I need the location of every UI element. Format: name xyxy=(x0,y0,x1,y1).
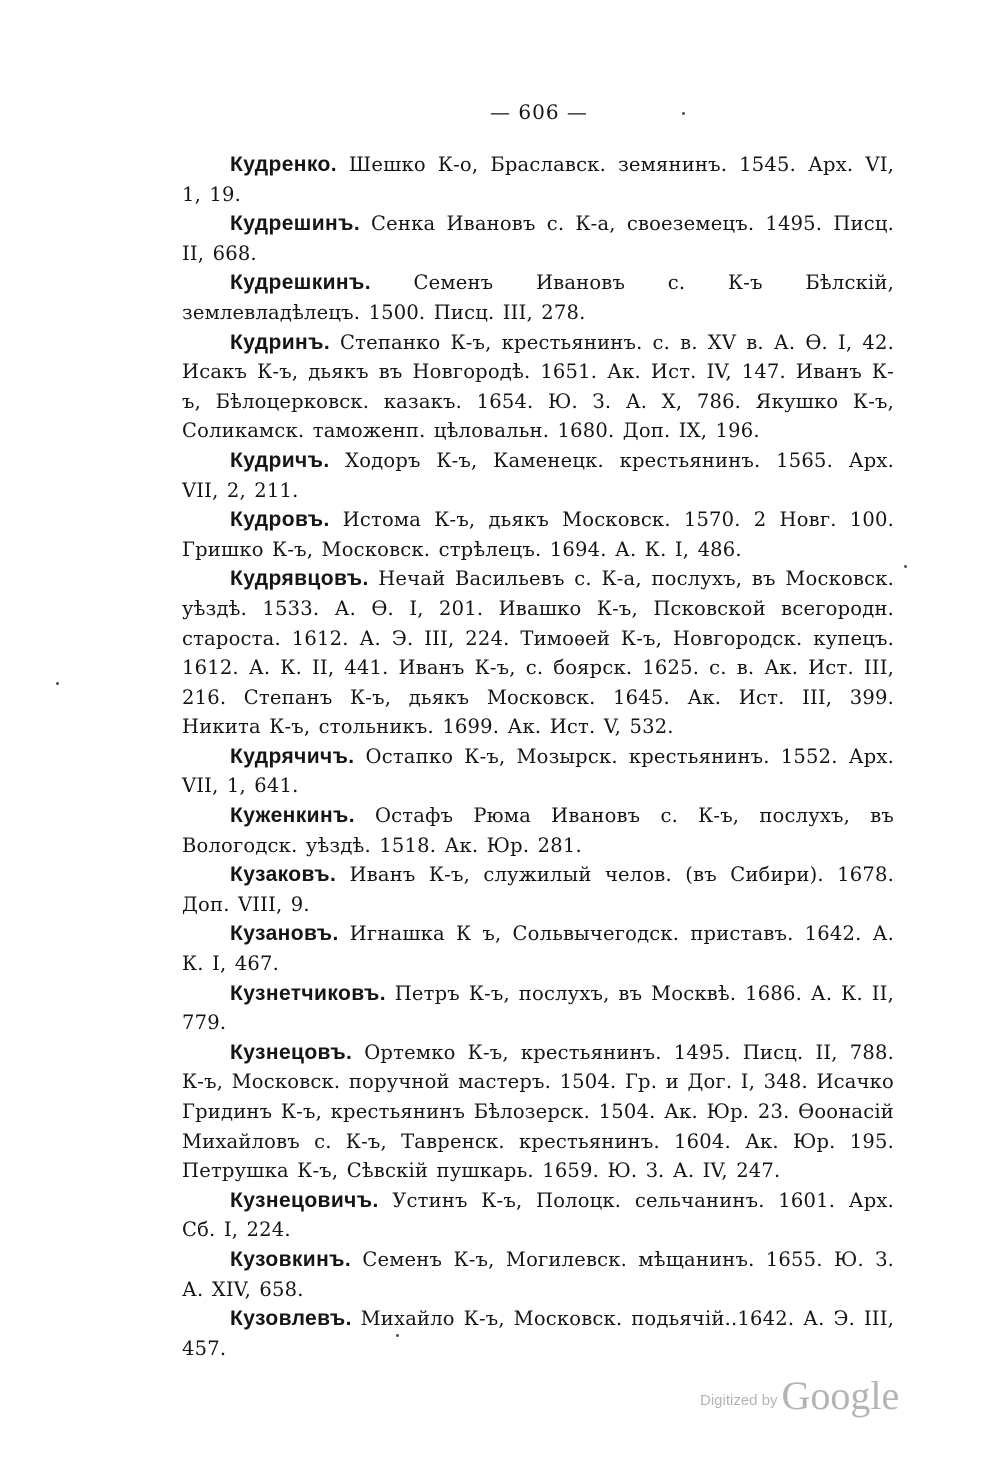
entry xyxy=(182,860,894,919)
entry-headword: Кудрячичъ. xyxy=(230,744,355,768)
entry-headword: Кудрявцовъ. xyxy=(230,567,369,591)
entry xyxy=(182,1038,894,1186)
entry-text: Остафъ Рюма Ивановъ с. К-ъ, послухъ, въ Вологодск. уѣздѣ. 1518. Ак. Юр. 281. xyxy=(182,804,894,857)
entry xyxy=(182,150,894,209)
entry-headword: Куженкинъ. xyxy=(230,804,355,828)
entry-headword: Кудричъ. xyxy=(230,448,330,472)
entry-headword: Кудренко. xyxy=(230,153,337,176)
entry-headword: Кузаковъ. xyxy=(230,863,337,887)
page-number: — 606 — xyxy=(490,100,588,124)
entry xyxy=(182,505,894,564)
entry-text: Семенъ К-ъ, Могилевск. мѣщанинъ. 1655. Ю. З. А. XIV, 658. xyxy=(182,1247,894,1301)
entry-text: Остапко К-ъ, Мозырск. крестьянинъ. 1552. Арх. VII, 1, 641. xyxy=(182,744,894,798)
entry-headword: Кузовкинъ. xyxy=(230,1247,352,1271)
watermark-prefix: Digitized by xyxy=(700,1392,778,1409)
entry-text: Степанко К-ъ, крестьянинъ. с. в. XV в. А. Ѳ. I, 42. Исакъ К-ъ, дьякъ въ Новгородѣ. 1651. Ак. Ист. IV, 147. Иванъ К-ъ, Бѣлоцерковск. казакъ. 1654. Ю. З. А. X, 786. Якушко К-ъ, Соликамск. таможенп. цѣловальн. 1680. Доп. IX, 196. xyxy=(182,330,894,443)
entry-text: Семенъ Ивановъ с. К-ъ Бѣлскій, землевладѣлецъ. 1500. Писц. III, 278. xyxy=(182,271,894,324)
entry xyxy=(182,209,894,268)
scan-speck xyxy=(56,682,59,685)
entry-text: Иванъ К-ъ, служилый челов. (въ Сибири). 1678. Доп. VIII, 9. xyxy=(182,863,894,916)
entry-text: Истома К-ъ, дьякъ Московск. 1570. 2 Новг. 100. Гришко К-ъ, Московск. стрѣлецъ. 1694. А. К. I, 486. xyxy=(182,508,894,561)
entry xyxy=(182,1304,894,1363)
entry xyxy=(182,979,894,1038)
entry-text: Шешко К-о, Браславск. земянинъ. 1545. Арх. VI, 1, 19. xyxy=(182,153,894,206)
entry-text: Нечай Васильевъ с. К-а, послухъ, въ Московск. уѣздѣ. 1533. А. Ѳ. I, 201. Ивашко К-ъ, Псковской всегородн. староста. 1612. А. Э. III, 224. Тимоѳей К-ъ, Новгородск. купецъ. 1612. А. К. II, 441. Иванъ К-ъ, с. боярск. 1625. с. в. Ак. Ист. III, 216. Степанъ К-ъ, дьякъ Московск. 1645. Ак. Ист. III, 399. Никита К-ъ, стольникъ. 1699. Ак. Ист. V, 532. xyxy=(182,567,894,739)
entry-text: Устинъ К-ъ, Полоцк. сельчанинъ. 1601. Арх. Сб. I, 224. xyxy=(182,1188,894,1242)
entry-headword: Кудрешинъ. xyxy=(230,212,361,236)
entry-headword: Кудровъ. xyxy=(230,508,330,532)
entry-text: Игнашка К ъ, Сольвычегодск. приставъ. 1642. А. К. I, 467. xyxy=(182,922,894,976)
entry-headword: Кузнецовъ. xyxy=(230,1040,353,1064)
entry-text: Петръ К-ъ, послухъ, въ Москвѣ. 1686. А. К. II, 779. xyxy=(182,981,894,1035)
entry-headword: Кузовлевъ. xyxy=(230,1307,352,1331)
entry xyxy=(182,1186,894,1245)
entry-headword: Кузнецовичъ. xyxy=(230,1188,379,1212)
entry xyxy=(182,446,894,505)
google-logo: Google xyxy=(781,1373,900,1418)
digitized-watermark xyxy=(700,1372,899,1419)
entry xyxy=(182,268,894,327)
scan-speck xyxy=(682,112,685,115)
entry-headword: Кудрешкинъ. xyxy=(230,271,371,295)
entry-headword: Кузнетчиковъ. xyxy=(230,981,386,1005)
scan-speck xyxy=(396,1334,399,1337)
entry-headword: Кузановъ. xyxy=(230,922,339,946)
entry xyxy=(182,328,894,446)
entry xyxy=(182,564,894,742)
entry xyxy=(182,801,894,860)
entry-text: Ходоръ К-ъ, Каменецк. крестьянинъ. 1565. Арх. VII, 2, 211. xyxy=(182,448,894,502)
entry-text: Михайло К-ъ, Московск. подьячій..1642. А. Э. III, 457. xyxy=(182,1307,894,1360)
entry-headword: Кудринъ. xyxy=(230,330,331,354)
entry-text: Сенка Ивановъ с. К-а, своеземецъ. 1495. Писц. II, 668. xyxy=(182,212,894,265)
dictionary-entries xyxy=(182,150,894,1363)
scan-speck xyxy=(904,565,907,568)
entry-text: Ортемко К-ъ, крестьянинъ. 1495. Писц. II, 788. К-ъ, Московск. поручной мастеръ. 1504. Гр. и Дог. I, 348. Исачко Гридинъ К-ъ, крестьянинъ Бѣлозерск. 1504. Ак. Юр. 23. Ѳоонасій Михайловъ с. К-ъ, Тавренск. крестьянинъ. 1604. Ак. Юр. 195. Петрушка К-ъ, Сѣвскій пушкарь. 1659. Ю. З. А. IV, 247. xyxy=(182,1040,894,1183)
entry xyxy=(182,1245,894,1304)
entry xyxy=(182,919,894,978)
entry xyxy=(182,742,894,801)
